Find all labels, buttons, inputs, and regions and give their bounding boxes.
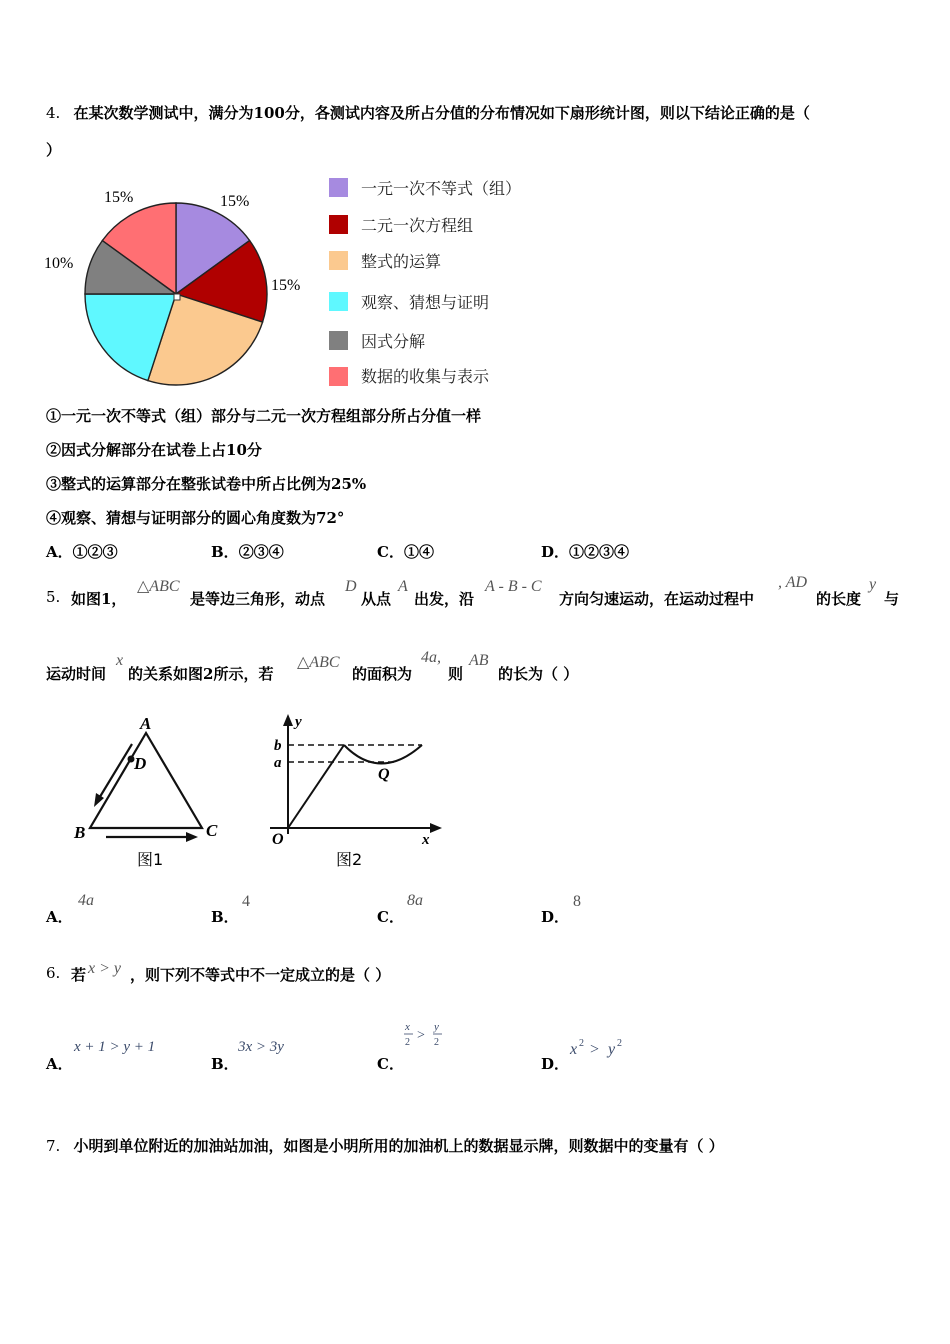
option-value: ②③④ — [238, 543, 284, 561]
math-y: y — [869, 576, 877, 593]
label-x: x — [422, 832, 430, 848]
figure-2-graph — [262, 708, 452, 875]
var-y: y — [608, 1041, 616, 1058]
graph-line — [288, 745, 344, 828]
gt-sign: > — [590, 1041, 600, 1058]
pie-label: 15% — [220, 193, 250, 210]
option-letter: C． — [377, 543, 404, 561]
math-ad: , AD — [778, 574, 808, 591]
q4-option-d[interactable] — [541, 541, 629, 562]
option-value: ①④ — [403, 543, 434, 561]
figure-1-triangle — [66, 710, 236, 875]
q5-text: 出发，沿 — [414, 590, 475, 608]
center-marker — [174, 294, 180, 300]
q5-text: 如图1， — [71, 590, 127, 608]
option-c-formula — [402, 1020, 446, 1052]
q5-text: 则 — [448, 665, 464, 683]
math-area: 4a, — [421, 649, 441, 666]
legend-label: 二元一次方程组 — [361, 216, 474, 235]
q5-text: 的长度 — [816, 590, 862, 608]
q5-text: 的关系如图2所示，若 — [128, 665, 274, 683]
q4-statement: ③整式的运算部分在整张试卷中所占比例为25% — [46, 475, 367, 493]
math-condition: x > y — [88, 960, 121, 977]
exp: 2 — [617, 1038, 622, 1049]
legend-swatch — [329, 367, 348, 386]
label-a: a — [274, 755, 282, 771]
q7-number: 7. — [46, 1137, 61, 1155]
label-d: D — [134, 754, 147, 773]
q6-option-d[interactable] — [541, 1053, 569, 1074]
q7-stem-text: 小明到单位附近的加油站加油，如图是小明所用的加油机上的数据显示牌，则数据中的变量有（ ） — [73, 1137, 724, 1155]
q5-text: 的面积为 — [352, 665, 413, 683]
q5-text: 的长为（ ） — [498, 665, 579, 683]
q6-option-b[interactable] — [211, 1053, 239, 1074]
legend-label: 因式分解 — [361, 332, 426, 351]
legend-label: 观察、猜想与证明 — [361, 293, 490, 312]
option-letter: C． — [377, 908, 404, 926]
math-ab: AB — [469, 652, 489, 669]
q4-option-b[interactable] — [211, 541, 284, 562]
legend-swatch — [329, 331, 348, 350]
q4-statement: ①一元一次不等式（组）部分与二元一次方程组部分所占分值一样 — [46, 407, 482, 425]
legend-swatch — [329, 251, 348, 270]
option-letter: D． — [541, 908, 570, 926]
legend-label: 一元一次不等式（组） — [361, 179, 522, 198]
q4-option-c[interactable] — [377, 541, 434, 562]
figure-caption: 图1 — [137, 850, 164, 869]
pie-label: 10% — [44, 255, 74, 272]
option-letter: C． — [377, 1055, 404, 1073]
q4-stem-text: 在某次数学测试中，满分为100分，各测试内容及所占分值的分布情况如下扇形统计图，则以下结论正确的是（ — [73, 104, 810, 122]
arrow-ab — [98, 744, 132, 800]
label-a: A — [140, 714, 152, 733]
option-letter: B． — [211, 1055, 239, 1073]
math-d: D — [345, 578, 357, 595]
label-o: O — [272, 831, 284, 848]
q6-number: 6. — [46, 964, 61, 982]
q5-text: 运动时间 — [46, 665, 107, 683]
exp: 2 — [579, 1038, 584, 1049]
q5-text: 方向匀速运动，在运动过程中 — [559, 590, 755, 608]
option-d-formula — [568, 1036, 634, 1060]
q5-option-c[interactable] — [377, 906, 404, 927]
triangle-abc — [90, 733, 202, 828]
option-value: 3x > 3y — [238, 1039, 284, 1055]
option-letter: B． — [211, 908, 239, 926]
math-x: x — [116, 652, 124, 669]
legend-label: 整式的运算 — [361, 252, 442, 271]
q4-stem-end: ） — [46, 141, 62, 159]
option-letter: D． — [541, 1055, 570, 1073]
q5-text: 与 — [884, 590, 900, 608]
label-b: b — [274, 738, 282, 754]
pie-chart — [30, 175, 330, 405]
legend-label: 数据的收集与表示 — [361, 367, 490, 386]
legend-swatch — [329, 215, 348, 234]
legend-swatch — [329, 292, 348, 311]
option-letter: A． — [46, 543, 73, 561]
q6-text: ，则下列不等式中不一定成立的是（ ） — [130, 966, 391, 984]
pie-label: 15% — [271, 277, 301, 294]
x-axis-arrow — [430, 823, 442, 833]
q4-number: 4. — [46, 104, 61, 122]
option-value: 8a — [407, 892, 423, 909]
math-triangle-abc: △ABC — [137, 578, 180, 595]
q6-option-c[interactable] — [377, 1053, 404, 1074]
arrow-bc-head — [186, 832, 198, 842]
option-letter: A． — [46, 908, 73, 926]
option-letter: D． — [541, 543, 570, 561]
legend-swatch — [329, 178, 348, 197]
q4-statement: ④观察、猜想与证明部分的圆心角度数为72° — [46, 509, 345, 527]
option-value: x + 1 > y + 1 — [74, 1039, 156, 1055]
y-axis-arrow — [283, 714, 293, 726]
q5-text: 从点 — [361, 590, 392, 608]
label-b: B — [74, 823, 86, 842]
label-q: Q — [378, 766, 390, 783]
q5-text: 是等边三角形，动点 — [190, 590, 326, 608]
option-value: ①②③ — [72, 543, 118, 561]
label-y: y — [295, 714, 302, 730]
graph-curve — [344, 745, 422, 764]
q5-option-b[interactable] — [211, 906, 239, 927]
q7-stem — [46, 1135, 724, 1156]
math-path: A - B - C — [485, 578, 542, 595]
q4-option-a[interactable] — [46, 541, 118, 562]
figure-caption: 图2 — [336, 850, 363, 869]
option-letter: A． — [46, 1055, 73, 1073]
math-a: A — [398, 578, 408, 595]
var-x: x — [570, 1041, 578, 1058]
frac-num-x: x — [405, 1021, 410, 1033]
label-c: C — [206, 821, 218, 840]
q5-number: 5. — [46, 588, 61, 606]
q4-statement: ②因式分解部分在试卷上占10分 — [46, 441, 262, 459]
option-letter: B． — [211, 543, 239, 561]
math-triangle-abc: △ABC — [297, 654, 340, 671]
pie-label: 15% — [104, 189, 134, 206]
q5-option-d[interactable] — [541, 906, 569, 927]
option-value: 8 — [573, 893, 581, 910]
option-value: ①②③④ — [569, 543, 630, 561]
option-value: 4a — [78, 892, 94, 909]
gt-sign: > — [417, 1028, 425, 1043]
q4-stem — [46, 102, 810, 123]
q5-option-a[interactable] — [46, 906, 73, 927]
q6-text: 若 — [71, 966, 87, 984]
frac-num-y: y — [434, 1021, 439, 1033]
q6-option-a[interactable] — [46, 1053, 73, 1074]
frac-den: 2 — [434, 1037, 439, 1048]
option-value: 4 — [242, 893, 250, 910]
frac-den: 2 — [405, 1037, 410, 1048]
